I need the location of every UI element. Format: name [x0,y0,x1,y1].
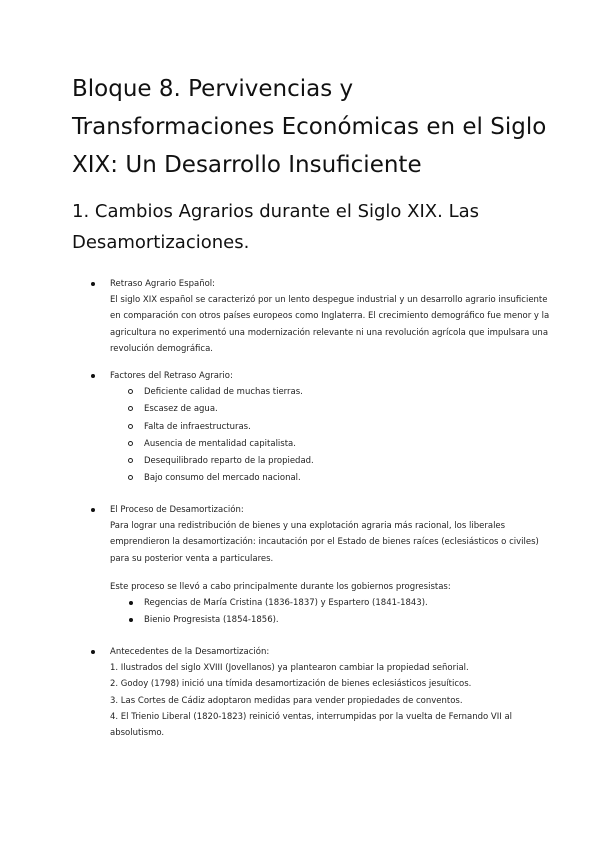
list-item: Regencias de María Cristina (1836-1837) y Espartero (1841-1843). [110,595,550,612]
list-item: Bienio Progresista (1854-1856). [110,612,550,629]
circle-bullet-icon [128,441,133,446]
list-item: Falta de infraestructuras. [110,419,550,436]
list-item: Ausencia de mentalidad capitalista. [110,436,550,453]
bullet-icon [91,374,95,378]
bullet-icon [91,508,95,512]
bullet-icon [129,618,133,622]
circle-bullet-icon [128,475,133,480]
proceso-text: Para lograr una redistribución de bienes y una explotación agraria más racional, los liberales emprendieron la desamortización: incautación por el Estado de bienes raíces (eclesiásticos o civiles) para su posterior venta a particulares. [110,521,539,564]
circle-bullet-icon [128,406,133,411]
list-item: 4. El Trienio Liberal (1820-1823) reinició ventas, interrumpidas por la vuelta de Fernando VII al absolutismo. [110,711,513,739]
antecedentes-heading: Antecedentes de la Desamortización: [110,647,270,657]
circle-bullet-icon [128,458,133,463]
list-item: Deficiente calidad de muchas tierras. [110,384,550,401]
section-heading: 1. Cambios Agrarios durante el Siglo XIX. Las Desamortizaciones. [72,201,480,253]
list-item: 1. Ilustrados del siglo XVIII (Jovellanos) ya plantearon cambiar la propiedad señorial. [110,663,469,674]
bullet-icon [129,601,133,605]
circle-bullet-icon [128,389,133,394]
list-item: Escasez de agua. [110,401,550,418]
list-item: Desequilibrado reparto de la propiedad. [110,453,550,470]
retraso-text: El siglo XIX español se caracterizó por un lento despegue industrial y un desarrollo agrario insuficiente en comparación con otros países europeos como Inglaterra. El crecimiento demográfico fue menor y la agricultura no experimentó una modernización relevante ni una revolución agrícola que impulsara una revolución demográfica. [110,295,550,354]
list-item: 2. Godoy (1798) inició una tímida desamortización de bienes eclesiásticos jesuíticos. [110,679,472,690]
circle-bullet-icon [128,424,133,429]
retraso-heading: Retraso Agrario Español: [110,279,216,289]
bullet-icon [91,282,95,286]
document-title: Bloque 8. Pervivencias y Transformaciones Económicas en el Siglo XIX: Un Desarrollo Insuficiente [72,76,547,178]
factores-heading: Factores del Retraso Agrario: [110,371,233,381]
proceso-text2: Este proceso se llevó a cabo principalmente durante los gobiernos progresistas: [110,581,451,592]
bullet-icon [91,650,95,654]
list-item: Bajo consumo del mercado nacional. [110,470,550,487]
list-item: 3. Las Cortes de Cádiz adoptaron medidas para vender propiedades de conventos. [110,695,463,706]
proceso-heading: El Proceso de Desamortización: [110,505,244,515]
